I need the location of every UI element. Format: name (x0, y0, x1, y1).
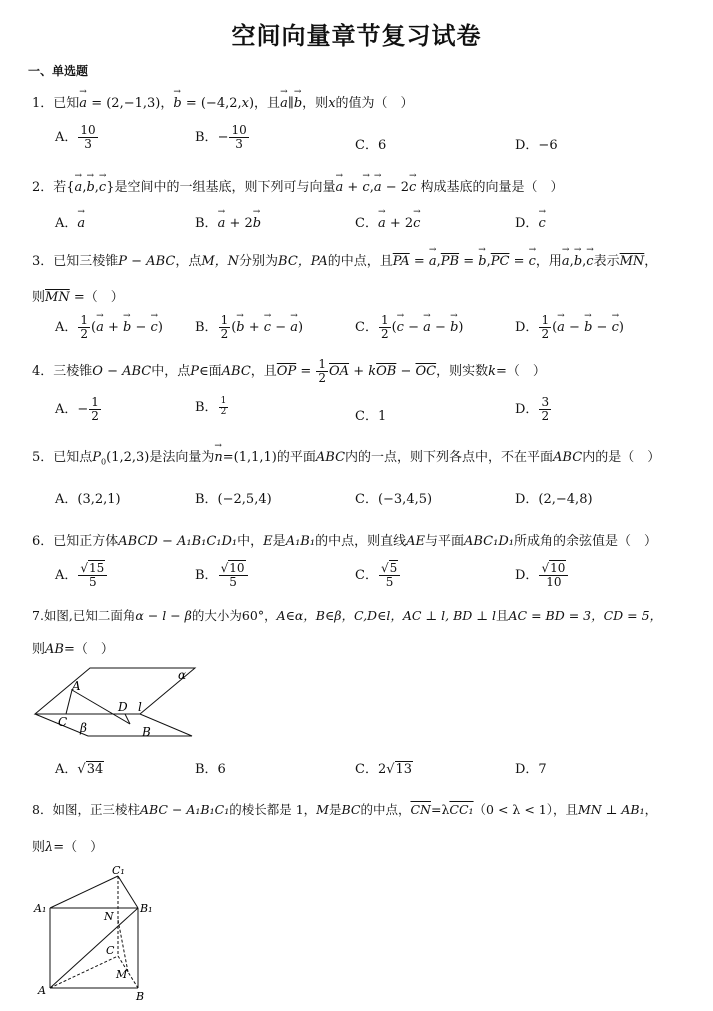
triangular-prism-figure (30, 862, 170, 1004)
q5-text: 内的是（ ） (582, 450, 661, 465)
q6-edge: A₁B₁ (285, 534, 316, 549)
vec-a: → a (429, 254, 437, 269)
dihedral-angle-figure (30, 664, 200, 746)
q1-option-b[interactable]: B．− $\frac{10}{3}$ (195, 123, 247, 152)
q3-text: ， (644, 254, 658, 269)
vec-a: → a (335, 180, 343, 195)
q3-segments: BC，PA (278, 254, 328, 269)
q7-option-c[interactable]: C．2√13 (355, 762, 413, 777)
q7-angle: α − l − β (135, 608, 192, 623)
q4-point: P∈ (190, 364, 209, 380)
q4-text: ，且 (250, 364, 277, 380)
label-b: B (142, 725, 151, 739)
option-label: D． (515, 568, 539, 584)
fraction (229, 124, 248, 151)
q4-pyramid: O − ABC (92, 364, 152, 380)
q8-text: 8．如图，正三棱柱 (32, 802, 140, 817)
plane-alpha (35, 668, 195, 714)
label-a: A (38, 984, 46, 997)
vec-a: → a (562, 254, 570, 269)
q4-option-c[interactable]: C．1 (355, 409, 387, 424)
q3-points: M，N (201, 254, 240, 269)
label-n: N (104, 910, 114, 923)
q6-text: 是 (272, 534, 286, 549)
question-1: 1．已知→ a = (2,−1,3)，→ b = (−4,2,x)，且→ a∥→ b，则x的值为（ ） (32, 92, 414, 111)
fraction: $\frac{1}{2}$ (220, 396, 227, 417)
q8-edge: BC (341, 802, 361, 817)
fraction: $\frac{3}{2}$ (541, 395, 550, 424)
question-3-line-2: 则$\overline{MN}$ =（ ） (32, 290, 124, 305)
q1-option-a[interactable] (55, 124, 99, 151)
q8-text: 的棱长都是 1， (229, 802, 317, 817)
fraction (78, 124, 97, 151)
q6-line: AE (406, 534, 425, 549)
q6-plane: ABC₁D₁ (463, 534, 514, 549)
question-4: 4．三棱锥O − ABC中，点P∈面ABC，且$\overline{OP}$ = $\frac{1}{2}$ $\overline{OA} + k\overline{OB} - \overline{OC}$，则实数k=（ ） (32, 357, 546, 386)
vec-a: → a (374, 180, 382, 195)
q1-text: 已知 (53, 96, 80, 111)
question-7 (32, 606, 662, 624)
q5-plane: ABC (315, 450, 346, 465)
vec-c: → c (362, 180, 369, 195)
q2-option-b[interactable]: B．→ a + 2→ b (195, 212, 261, 231)
q7-text: 且 (495, 608, 509, 623)
edge-c1b1 (118, 876, 138, 908)
option-label: A． (55, 568, 78, 584)
q6-option-c[interactable] (355, 562, 401, 589)
q3-option-a[interactable]: A． $\frac{1}{2}$ (→ a + → b − → c) (55, 314, 163, 341)
q6-point: E (263, 534, 273, 549)
vec-a: → a (218, 216, 226, 231)
q7-option-b[interactable]: B．6 (195, 762, 226, 777)
q5-option-b[interactable]: B．(−2,5,4) (195, 492, 272, 507)
vec-b: → b (478, 254, 486, 269)
q1-option-c[interactable]: C．6 (355, 138, 387, 153)
fraction: $\frac{√5}{5}$ (379, 562, 400, 589)
fraction: $\frac{√15}{5}$ (78, 562, 107, 589)
question-8-line-2 (32, 836, 103, 855)
q5-option-d[interactable]: D．(2,−4,8) (515, 492, 593, 507)
question-8: 8．如图，正三棱柱ABC − A₁B₁C₁的棱长都是 1，M是BC的中点，$\overline{CN}=\lambda CC_1(0 < \lambda < 1)$，且MN ⊥ AB₁， (32, 802, 658, 817)
q5-text: 5．已知点 (32, 450, 93, 465)
vec-a: → a (378, 216, 386, 231)
label-a1: A₁ (34, 902, 47, 915)
option-label: B． (195, 320, 218, 336)
page-title: 空间向量章节复习试卷 (231, 22, 482, 50)
q7-text: 7.如图,已知二面角 (32, 608, 136, 623)
numerator: 10 (231, 123, 247, 137)
vec-b: → b (173, 96, 181, 111)
q8-text: ， (644, 802, 658, 817)
q6-option-b[interactable] (195, 562, 249, 589)
vec-b: → b (86, 180, 94, 195)
q4-plane: ABC (221, 364, 251, 380)
option-label: B． (195, 130, 218, 146)
q7-text: 则 (32, 642, 46, 657)
option-label: B． (195, 568, 218, 584)
q3-text: ，用 (535, 254, 562, 269)
q5-normal: =(1,1,1) (222, 450, 277, 465)
option-label: C． (355, 762, 378, 777)
option-label: C． (355, 216, 378, 231)
q7-text: =（ ） (63, 642, 114, 657)
segment-ac (66, 690, 72, 714)
vec-c: → c (586, 254, 593, 269)
label-m: M (116, 968, 128, 981)
q8-text: =λ (431, 802, 450, 817)
option-label: B． (195, 400, 218, 415)
fraction: $\frac{1}{2}$ (541, 313, 550, 342)
fraction: $\frac{1}{2}$ (318, 357, 327, 386)
q1-text: ，则 (302, 96, 329, 111)
q1-option-d[interactable]: D．−6 (515, 138, 558, 153)
q3-text: 3．已知三棱锥 (32, 254, 119, 269)
q4-option-d[interactable] (515, 396, 552, 423)
fraction: $\frac{1}{2}$ (380, 313, 389, 342)
q4-text: =（ ） (496, 364, 546, 380)
fraction: $\frac{√10}{5}$ (219, 562, 248, 589)
q5-text: 的平面 (276, 450, 316, 465)
vec-a: → a (280, 96, 288, 111)
q6-text: 中， (237, 534, 264, 549)
q8-text: 的中点， (360, 802, 411, 817)
q6-text: 的中点，则直线 (315, 534, 407, 549)
q8-prism: ABC − A₁B₁C₁ (139, 802, 230, 817)
q3-pyramid: P − ABC (118, 254, 176, 269)
question-2: 2．若{→ a,→ b,→ c}是空间中的一组基底，则下列可与向量→ a + → c,→ a − 2→ c 构成基底的向量是（ ） (32, 176, 563, 195)
edge-ac (50, 956, 118, 988)
q1-vec-b: (−4,2, (200, 96, 242, 111)
q5-option-a[interactable]: A．(3,2,1) (55, 492, 121, 507)
q6-option-d[interactable] (515, 562, 569, 589)
segment-mn (118, 920, 128, 972)
q6-cube: ABCD − A₁B₁C₁D₁ (118, 534, 238, 549)
q2-option-c[interactable]: C．→ a + 2→ c (355, 212, 420, 231)
label-c: C (106, 944, 115, 957)
q7-conditions: A∈α，B∈β，C,D∈l，AC ⊥ l, BD ⊥ l (276, 608, 496, 623)
fraction: $\frac{1}{2}$ (80, 313, 89, 342)
label-a: A (72, 679, 81, 693)
q6-text: 所成角的余弦值是（ ） (513, 534, 657, 549)
option-label: D． (515, 320, 539, 336)
fraction: $\frac{√10}{10}$ (539, 562, 568, 589)
q3-text: =（ ） (73, 290, 124, 305)
q7-lengths: AC = BD = 3，CD = 5， (508, 608, 663, 623)
q6-option-a[interactable] (55, 562, 108, 589)
option-label: C． (355, 320, 378, 336)
q8-perp: MN ⊥ AB₁ (577, 802, 645, 817)
vec-b: → b (574, 254, 582, 269)
q3-text: 的中点，且 (327, 254, 393, 269)
label-l: l (138, 700, 142, 714)
q4-text: 中，点 (151, 364, 191, 380)
option-label: D． (515, 216, 539, 231)
question-6 (32, 530, 657, 549)
q6-text: 与平面 (424, 534, 464, 549)
q8-point: M (316, 802, 329, 817)
label-b: B (136, 990, 145, 1003)
label-b1: B₁ (140, 902, 153, 915)
q3-text: 则 (32, 290, 46, 305)
q3-text: 表示 (593, 254, 620, 269)
q5-point: (1,2,3) (106, 450, 150, 465)
q5-plane: ABC (553, 450, 583, 465)
q1-parallel: ∥ (287, 96, 294, 111)
q5-text: 是法向量为 (149, 450, 215, 465)
question-3: 3．已知三棱锥P − ABC，点M，N分别为BC，PA的中点，且$\overline{PA}$ = → $a,\overline{PB}$ = → $b,\overline{PC}$ = → c，用→ a,→ b,→ c表示$\overline{MN}$， (32, 250, 657, 269)
q7-option-d[interactable]: D．7 (515, 762, 547, 777)
q4-option-b[interactable] (195, 396, 229, 418)
q2-text: 构成基底的向量是（ ） (420, 180, 564, 195)
question-5: 5．已知点$P_0(1,2,3)$是法向量为→ n=(1,1,1)的平面ABC内的一点，则下列各点中，不在平面ABC内的是（ ） (32, 446, 660, 467)
q1-text: 的值为（ ） (335, 96, 414, 111)
vec-n: → n (214, 450, 222, 465)
option-label: C． (355, 568, 378, 584)
fraction: $\frac{1}{2}$ (220, 313, 229, 342)
q3-option-b[interactable]: B． $\frac{1}{2}$ (→ b + → c − → a) (195, 314, 303, 341)
q8-text: 是 (328, 802, 342, 817)
q7-segment: AB (45, 642, 64, 657)
question-7-line-2 (32, 638, 114, 657)
section-heading: 一、单选题 (28, 64, 89, 78)
q5-option-c[interactable]: C．(−3,4,5) (355, 492, 433, 507)
q1-text: )，且 (248, 96, 281, 111)
vec-c: → c (538, 216, 545, 231)
vec-c: → c (529, 254, 536, 269)
vec-a: → a (79, 96, 87, 111)
vec-b: → b (294, 96, 302, 111)
q4-text: ，则实数 (436, 364, 489, 380)
denominator: 3 (84, 137, 92, 152)
numerator: 10 (80, 123, 96, 137)
vec-c: → c (409, 180, 416, 195)
q1-vec-a: (2,−1,3)， (106, 96, 174, 111)
label-beta: β (80, 721, 87, 735)
q8-text: =（ ） (53, 840, 104, 855)
q8-text: 则 (32, 840, 46, 855)
vec-a: → a (75, 180, 83, 195)
q3-text: 分别为 (239, 254, 279, 269)
label-c1: C₁ (112, 864, 125, 877)
vec-a: → a (77, 216, 85, 231)
option-label: A．− (55, 402, 89, 418)
q2-option-d[interactable] (515, 212, 546, 231)
vec-b: → b (253, 216, 261, 231)
option-label: A． (55, 130, 78, 146)
q4-text: 4．三棱锥 (32, 364, 93, 380)
q6-text: 6．已知正方体 (32, 534, 119, 549)
q7-text: 的大小为60°， (191, 608, 277, 623)
denominator: 3 (235, 137, 243, 152)
q1-number: 1． (32, 96, 54, 111)
fraction: $\frac{1}{2}$ (91, 395, 99, 424)
q8-lambda: λ (45, 840, 54, 855)
option-label: D． (515, 402, 539, 418)
q3-text: ，点 (175, 254, 202, 269)
q2-option-a[interactable] (55, 212, 85, 231)
q5-text: 内的一点，则下列各点中，不在平面 (345, 450, 554, 465)
q2-text: 2．若{ (32, 180, 75, 195)
option-label: A． (55, 216, 78, 231)
q8-text: （0 < λ < 1），且 (473, 802, 578, 817)
q3-option-c[interactable]: C． $\frac{1}{2}$ (→ c − → a − → b) (355, 314, 463, 341)
label-c: C (58, 715, 68, 729)
q2-text: }是空间中的一组基底，则下列可与向量 (106, 180, 336, 195)
option-label: A． (55, 320, 78, 336)
vec-c: → c (413, 216, 420, 231)
q4-variable: k (488, 364, 497, 380)
q7-option-a[interactable]: A．√34 (55, 762, 104, 777)
q4-option-a[interactable] (55, 396, 102, 423)
option-label: A． (55, 762, 78, 777)
label-alpha: α (178, 668, 187, 682)
vec-c: → c (99, 180, 106, 195)
q3-option-d[interactable]: D． $\frac{1}{2}$ (→ a − → b − → c) (515, 314, 624, 341)
q4-text: 面 (208, 364, 222, 380)
option-label: B． (195, 216, 218, 231)
label-d: D (118, 700, 128, 714)
edge-a1c1 (50, 876, 118, 908)
